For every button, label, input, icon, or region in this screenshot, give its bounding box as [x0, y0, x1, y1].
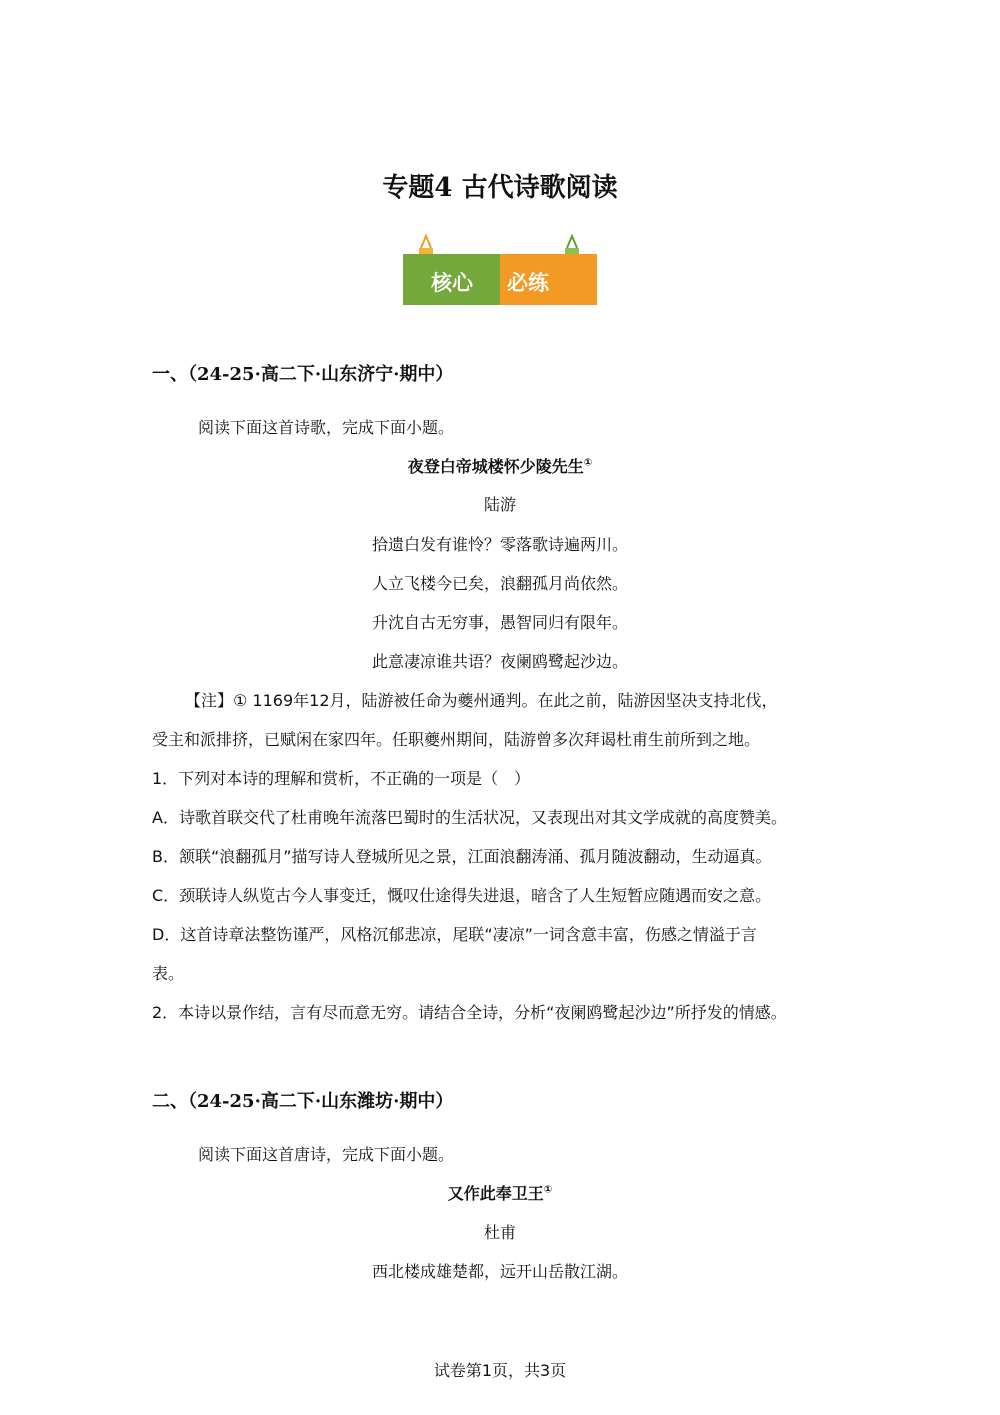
question-2: 2．本诗以景作结，言有尽而意无穷。请结合全诗，分析“夜阑鸥鹭起沙边”所抒发的情感。	[152, 1003, 787, 1022]
poem-line: 升沈自古无穷事，愚智同归有限年。	[371, 613, 628, 632]
poem-author: 陆游	[483, 495, 516, 514]
option-a: A．诗歌首联交代了杜甫晚年流落巴蜀时的生活状况，又表现出对其文学成就的高度赞美。	[152, 808, 787, 827]
option-b: B．颔联“浪翻孤月”描写诗人登城所见之景，江面浪翻涛涌、孤月随波翻动，生动逼真。	[152, 847, 772, 866]
banner-left-label: 核心	[431, 271, 473, 295]
option-d: D．这首诗章法整饬谨严，风格沉郁悲凉，尾联“凄凉”一词含意丰富，伤感之情溢于言	[152, 925, 757, 944]
option-d-continued: 表。	[152, 964, 185, 983]
instruction: 阅读下面这首唐诗，完成下面小题。	[198, 1145, 455, 1164]
banner-right-label: 必练	[507, 271, 549, 295]
poem-line: 拾遗白发有谁怜？零落歌诗遍两川。	[371, 535, 628, 554]
page-footer: 试卷第1页，共3页	[433, 1361, 567, 1380]
footnote-mark: ①	[583, 457, 593, 469]
poem-line: 人立飞楼今已矣，浪翻孤月尚依然。	[371, 574, 628, 593]
section-banner	[403, 234, 597, 306]
poem-line: 西北楼成雄楚都，远开山岳散江湖。	[371, 1262, 628, 1281]
poem-line: 此意凄凉谁共语？夜阑鸥鹭起沙边。	[371, 652, 628, 671]
poem-note: 受主和派排挤，已赋闲在家四年。任职夔州期间，陆游曾多次拜谒杜甫生前所到之地。	[152, 730, 761, 749]
poem-title: 又作此奉卫王①	[447, 1184, 553, 1203]
option-c: C．颈联诗人纵览古今人事变迁，慨叹仕途得失进退，暗含了人生短暂应随遇而安之意。	[152, 886, 772, 905]
poem-note: 【注】① 1169年12月，陆游被任命为夔州通判。在此之前，陆游因坚决支持北伐，	[185, 691, 778, 710]
section-heading: 一、（24-25·高二下·山东济宁·期中）	[152, 364, 454, 385]
question-1: 1．下列对本诗的理解和赏析，不正确的一项是（ ）	[152, 769, 531, 788]
instruction: 阅读下面这首诗歌，完成下面小题。	[198, 418, 455, 437]
page-title: 专题4 古代诗歌阅读	[382, 173, 618, 203]
poem-author: 杜甫	[483, 1223, 516, 1242]
poem-title: 夜登白帝城楼怀少陵先生①	[407, 457, 593, 476]
section-heading: 二、（24-25·高二下·山东潍坊·期中）	[152, 1091, 454, 1112]
footnote-mark: ①	[543, 1184, 553, 1196]
